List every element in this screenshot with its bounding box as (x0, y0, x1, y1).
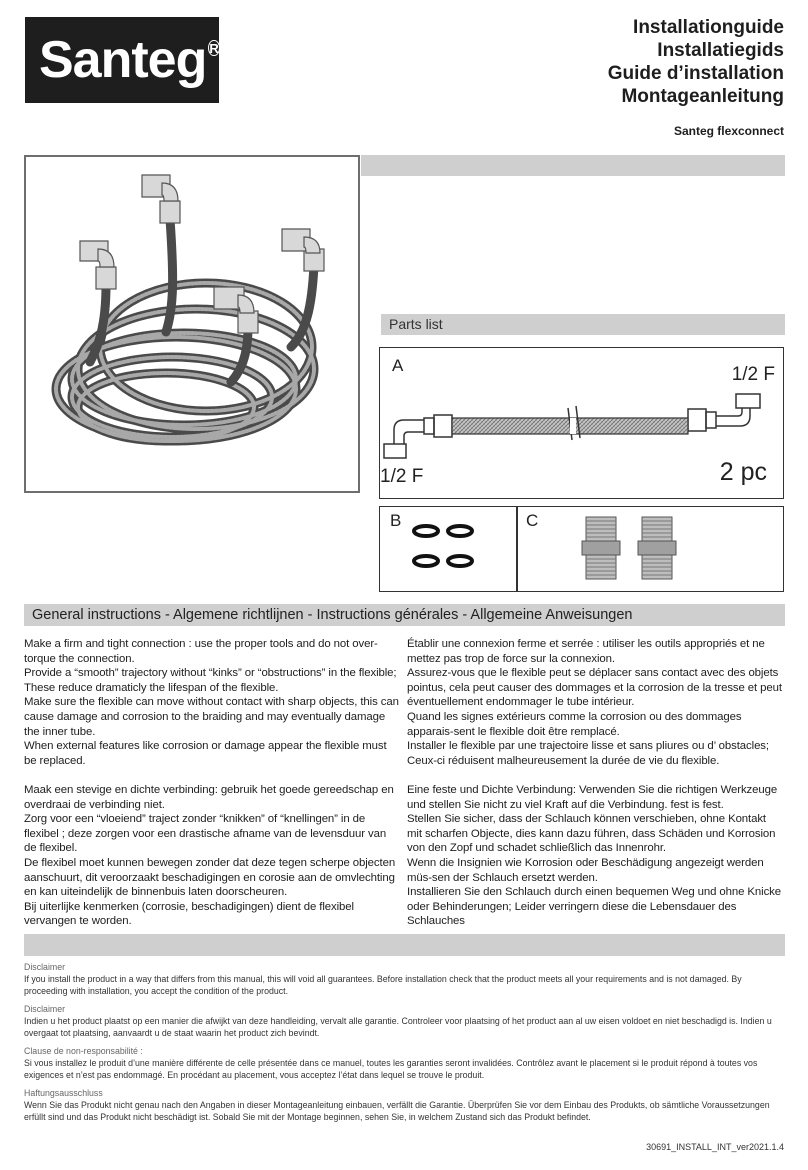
registered-mark: R (209, 40, 219, 56)
disclaimer-text: Indien u het product plaatst op een manier die afwijkt van deze handleiding, vervalt alle garantie. Controleer voor plaatsing of het product aan al uw eisen voldoet en niet beschadigd is. Indien u overgaat tot plaatsing, aanvaardt u de staat waarin het product zich bevindt. (24, 1016, 772, 1038)
instruction-de-3: Wenn die Insignien wie Korrosion oder Beschädigung angezeigt werden müs-sen der Schlauch ersetzt werden. (407, 856, 764, 884)
product-name: Santeg flexconnect (673, 124, 784, 138)
part-a-quantity: 2 pc (719, 458, 767, 486)
disclaimer-heading: Disclaimer (24, 962, 66, 972)
washers-icon (410, 519, 482, 579)
part-c-label: C (526, 511, 539, 530)
part-a-box (379, 347, 784, 499)
instruction-de-1: Eine feste und Dichte Verbindung: Verwenden Sie die richtigen Werkzeuge und stellen Sie nicht zu viel Kraft auf die Verbindung. fest is fest. (407, 783, 778, 811)
instruction-fr-3: Quand les signes extérieurs comme la corrosion ou des dommages apparais-sent le flexible doit être remplacé. (407, 710, 742, 738)
disclaimer-text: Wenn Sie das Produkt nicht genau nach den Angaben in dieser Montageanleitung einbauen, verfällt die Garantie. Überprüfen Sie vor dem Einbau des Produkts, ob sämtliche Voraussetzungen erfüllt sind und das Produkt nicht beschädigt ist. Sobald Sie mit der Montage beginnen, sehen Sie, in welchem Zustand sich das Produkt befindet. (24, 1100, 770, 1122)
part-b-label: B (390, 511, 402, 530)
title-en: Installationguide (633, 17, 784, 38)
disclaimer-en (24, 961, 785, 997)
disclaimer-nl (24, 1003, 785, 1039)
disclaimer-heading: Haftungsausschluss (24, 1088, 103, 1098)
disclaimer-heading: Clause de non-responsabilité : (24, 1046, 143, 1056)
hose-diagram (380, 348, 782, 497)
instructions-left-column (24, 637, 399, 929)
document-titles (608, 16, 784, 108)
title-de: Montageanleitung (621, 86, 784, 107)
instruction-en-3: Make sure the flexible can move without contact with sharp objects, this can cause damage and corrosion to the braiding and may eventually damage the inner tube. (24, 696, 399, 738)
brand-name: Santeg (39, 31, 207, 89)
part-a-label: A (392, 356, 404, 375)
instruction-nl-2: Zorg voor een “vloeiend” traject zonder “knikken” of “knellingen” in de flexibel ; deze zorgen voor een drastische afname van de levensduur van de flexibel. (24, 813, 387, 855)
instruction-en-4: When external features like corrosion or damage appear the flexible must be replaced. (24, 740, 387, 767)
title-fr: Guide d’installation (607, 63, 784, 84)
coiled-hoses-illustration (26, 157, 358, 491)
disclaimer-de (24, 1087, 785, 1123)
part-a-thread-top: 1/2 F (731, 364, 775, 385)
instruction-fr-1: Établir une connexion ferme et serrée : utiliser les outils appropriés et ne mettez pas trop de force sur la connexion. (407, 638, 765, 665)
nipple-adapters-icon (580, 513, 700, 585)
instructions-right-column (407, 637, 782, 929)
brand-logo (25, 17, 219, 103)
instruction-nl-4: Bij uiterlijke kenmerken (corrosie, beschadigingen) dient de flexibel vervangen te worden. (24, 900, 354, 928)
title-nl: Installatiegids (657, 40, 784, 61)
parts-list-heading: Parts list (381, 314, 785, 335)
instruction-de-2: Stellen Sie sicher, dass der Schlauch können verschieben, ohne Kontakt mit scharfen Objecte, dies kann dazu führen, dass Schäden und Korrosion von den Zopf und schadet schließlich das Innenrohr. (407, 813, 776, 855)
instruction-fr-2: Assurez-vous que le flexible peut se déplacer sans contact avec des objets pointus, cela peut causer des dommages et la corrosion de la tresse et peut éventuellement endommager le tube intérieur. (407, 667, 782, 709)
disclaimer-fr (24, 1045, 785, 1081)
disclaimer-band (24, 934, 785, 956)
disclaimer-text: If you install the product in a way that differs from this manual, this will void all guarantees. Before installation check that the product meets all your requirements and is not damaged. By proceeding with installation, you accept the condition of the product. (24, 974, 742, 996)
disclaimer-heading: Disclaimer (24, 1004, 66, 1014)
part-a-thread-bottom: 1/2 F (380, 466, 424, 487)
instruction-en-1: Make a firm and tight connection : use the proper tools and do not over-torque the connection. (24, 638, 378, 665)
instruction-nl-3: De flexibel moet kunnen bewegen zonder dat deze tegen scherpe objecten aanschuurt, dit veroorzaakt beschadigingen en corosie aan de omvlechting en kan uiteindelijk de binnenbuis laten doorscheuren. (24, 856, 396, 899)
part-c-box (517, 506, 784, 592)
instruction-de-4: Installieren Sie den Schlauch durch einen bequemen Weg und ohne Knicke oder Behinderungen; Leider verringern diese die Lebensdauer des Schlauches (407, 886, 782, 928)
instruction-fr-4: Installer le flexible par une trajectoire lisse et sans pliures ou d’ obstacles; Ceux-ci réduisent malheureusement la durée de vie du flexible. (407, 740, 769, 767)
disclaimer-text: Si vous installez le produit d’une manière différente de celle présentée dans ce manuel, toutes les garanties seront invalidées. Contrôlez avant le placement si le produit répond à toutes vos exigences et n’est pas endommagé. En procédant au placement, vous acceptez l’état dans lequel se trouve le produit. (24, 1058, 758, 1080)
general-instructions-heading: General instructions - Algemene richtlijnen - Instructions générales - Allgemeine Anweisungen (24, 604, 785, 626)
part-b-box (379, 506, 517, 592)
document-code: 30691_INSTALL_INT_ver2021.1.4 (646, 1142, 784, 1152)
header-band (361, 155, 785, 176)
instruction-nl-1: Maak een stevige en dichte verbinding: gebruik het goede gereedschap en overdraai de verbinding niet. (24, 783, 394, 811)
instruction-en-2: Provide a “smooth” trajectory without “kinks” or “obstructions” in the flexible; These reduce dramaticly the lifespan of the flexible. (24, 667, 397, 694)
product-photo (24, 155, 360, 493)
